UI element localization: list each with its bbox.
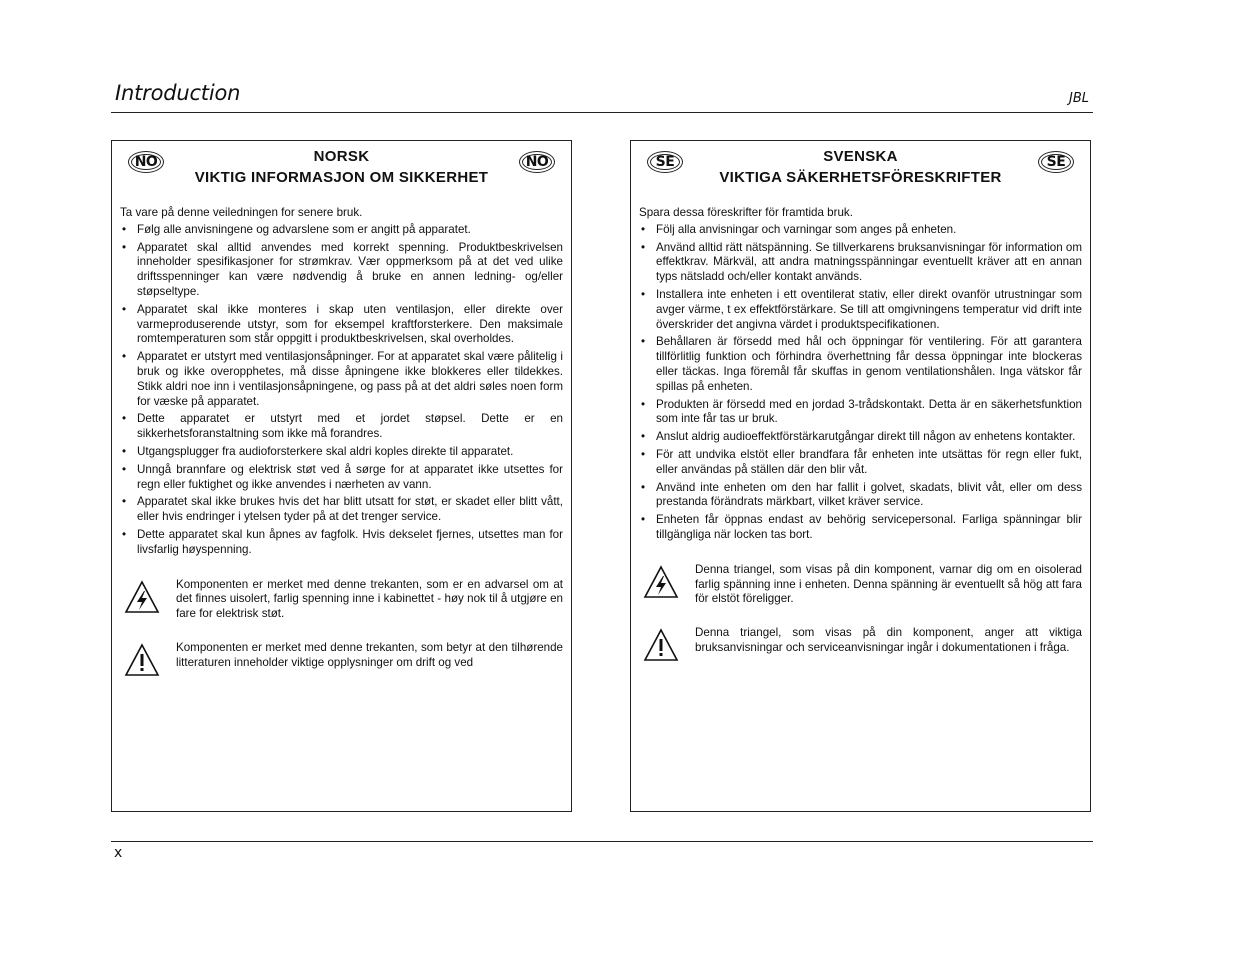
section-title: VIKTIG INFORMASJON OM SIKKERHET <box>194 169 489 186</box>
list-item: • För att undvika elstöt eller brandfara får enheten inte utsättas för regn eller fukt, eller användas på ställen där den blir våt. <box>639 448 1082 478</box>
exclamation-warning-icon <box>643 628 679 662</box>
list-item: • Apparatet skal alltid anvendes med korrekt spenning. Produktbeskrivelsen inneholder spesifikasjoner for strømkrav. Vær oppmerksom på at det ved ulike driftsspenninger kan være nødvendig å bruke en annen ledning- og/eller støpseltype. <box>120 241 563 300</box>
list-item: • Enheten får öppnas endast av behörig servicepersonal. Farliga spänningar blir tillgängliga när locken tas bort. <box>639 513 1082 543</box>
list-item: • Följ alla anvisningar och varningar som anges på enheten. <box>639 223 1082 238</box>
language-badge-icon: SE <box>1038 151 1074 173</box>
intro-line: Spara dessa föreskrifter för framtida bruk. <box>639 206 853 219</box>
panel-body <box>639 206 1082 670</box>
safety-panel-swedish <box>630 140 1091 812</box>
warning-text: Komponenten er merket med denne trekanten, som betyr at den tilhørende litteraturen inneholder viktige opplysninger om drift og ved <box>176 640 563 669</box>
list-item: • Utgangsplugger fra audioforsterkere skal aldri koples direkte til apparatet. <box>120 445 563 460</box>
list-item: • Unngå brannfare og elektrisk støt ved å sørge for at apparatet ikke utsettes for regn eller fuktighet og ikke anvendes i nærheten av vann. <box>120 463 563 493</box>
list-item: • Använd inte enheten om den har fallit i golvet, skadats, blivit våt, eller om dess prestanda förändrats märkbart, vilket kräver service. <box>639 481 1082 511</box>
language-name: SVENSKA <box>823 148 898 165</box>
documentation-warning <box>120 641 563 685</box>
list-item: • Installera inte enheten i ett oventilerat stativ, eller direkt ovanför utrustningar som avger värme, t ex effektförstärkare. Se till att omgivningens temperatur vid drift inte överskrider det angivna värdet i produktspecifikationen. <box>639 288 1082 332</box>
voltage-warning <box>639 563 1082 607</box>
lightning-warning-icon <box>124 580 160 614</box>
list-item: • Produkten är försedd med en jordad 3-trådskontakt. Detta är en säkerhetsfunktion som inte får tas ur bruk. <box>639 398 1082 428</box>
header-divider <box>111 112 1093 113</box>
instruction-list <box>120 223 563 558</box>
panel-body <box>120 206 563 685</box>
language-badge-icon: NO <box>128 151 164 173</box>
list-item: • Använd alltid rätt nätspänning. Se tillverkarens bruksanvisningar för information om effektkrav. Märkväl, att andra matningsspänningar eventuellt kräver att en annan typs nätsladd och/eller kontakt används. <box>639 241 1082 285</box>
footer-divider <box>111 841 1093 842</box>
list-item: • Apparatet skal ikke brukes hvis det har blitt utsatt for støt, er skadet eller blitt vått, eller hvis endringer i ytelsen tyder på at det trenger service. <box>120 495 563 525</box>
exclamation-warning-icon <box>124 643 160 677</box>
list-item: • Anslut aldrig audioeffektförstärkarutgångar direkt till någon av enhetens kontakter. <box>639 430 1082 445</box>
language-badge-icon: NO <box>519 151 555 173</box>
panel-heading <box>172 146 511 188</box>
safety-panel-norwegian <box>111 140 572 812</box>
list-item: • Behållaren är försedd med hål och öppningar för ventilering. För att garantera tillförlitlig funktion och förhindra överhettning får dessa öppningar inte blockeras eller täckas. Inga föremål får skuffas in genom ventilationshålen. Inga vätskor får spillas på enheten. <box>639 335 1082 394</box>
page-number: x <box>114 845 123 861</box>
list-item: • Følg alle anvisningene og advarslene som er angitt på apparatet. <box>120 223 563 238</box>
list-item: • Apparatet er utstyrt med ventilasjonsåpninger. For at apparatet skal være pålitelig i bruk og ikke overopphetes, må disse åpningene ikke blokkeres eller tildekkes. Stikk aldri noe inn i ventilasjonsåpningene, og pass på at det aldri søles noen form for væske på apparatet. <box>120 350 563 409</box>
documentation-warning <box>639 626 1082 670</box>
page-title: Introduction <box>115 81 241 105</box>
warning-text: Denna triangel, som visas på din komponent, anger att viktiga bruksanvisningar och serviceanvisningar ingår i dokumentationen i fråga. <box>695 626 1082 654</box>
lightning-warning-icon <box>643 565 679 599</box>
brand-label: JBL <box>1069 91 1089 106</box>
warning-text: Denna triangel, som visas på din komponent, varnar dig om en oisolerad farlig spänning inne i enheten. Denna spänning är eventuellt så hög att fara för elstöt föreligger. <box>695 562 1082 606</box>
language-name: NORSK <box>313 148 370 165</box>
list-item: • Dette apparatet skal kun åpnes av fagfolk. Hvis dekselet fjernes, utsettes man for livsfarlig høyspenning. <box>120 528 563 558</box>
section-title: VIKTIGA SÄKERHETSFÖRESKRIFTER <box>719 169 1002 186</box>
list-item: • Apparatet skal ikke monteres i skap uten ventilasjon, eller direkte over varmeproduserende utstyr, som for eksempel kraftforsterkere. Den maksimale romtemperaturen som står oppgitt i produktbeskrivelsen, skal overholdes. <box>120 303 563 347</box>
instruction-list <box>639 223 1082 543</box>
warning-text: Komponenten er merket med denne trekanten, som er en advarsel om at det finnes uisolert, farlig spenning inne i kabinettet - høy nok til å utgjøre en fare for elektrisk støt. <box>176 577 563 621</box>
list-item: • Dette apparatet er utstyrt med et jordet støpsel. Dette er en sikkerhetsforanstaltning som ikke må forandres. <box>120 412 563 442</box>
panel-heading <box>691 146 1030 188</box>
language-badge-icon: SE <box>647 151 683 173</box>
intro-line: Ta vare på denne veiledningen for senere bruk. <box>120 206 363 219</box>
voltage-warning <box>120 578 563 622</box>
